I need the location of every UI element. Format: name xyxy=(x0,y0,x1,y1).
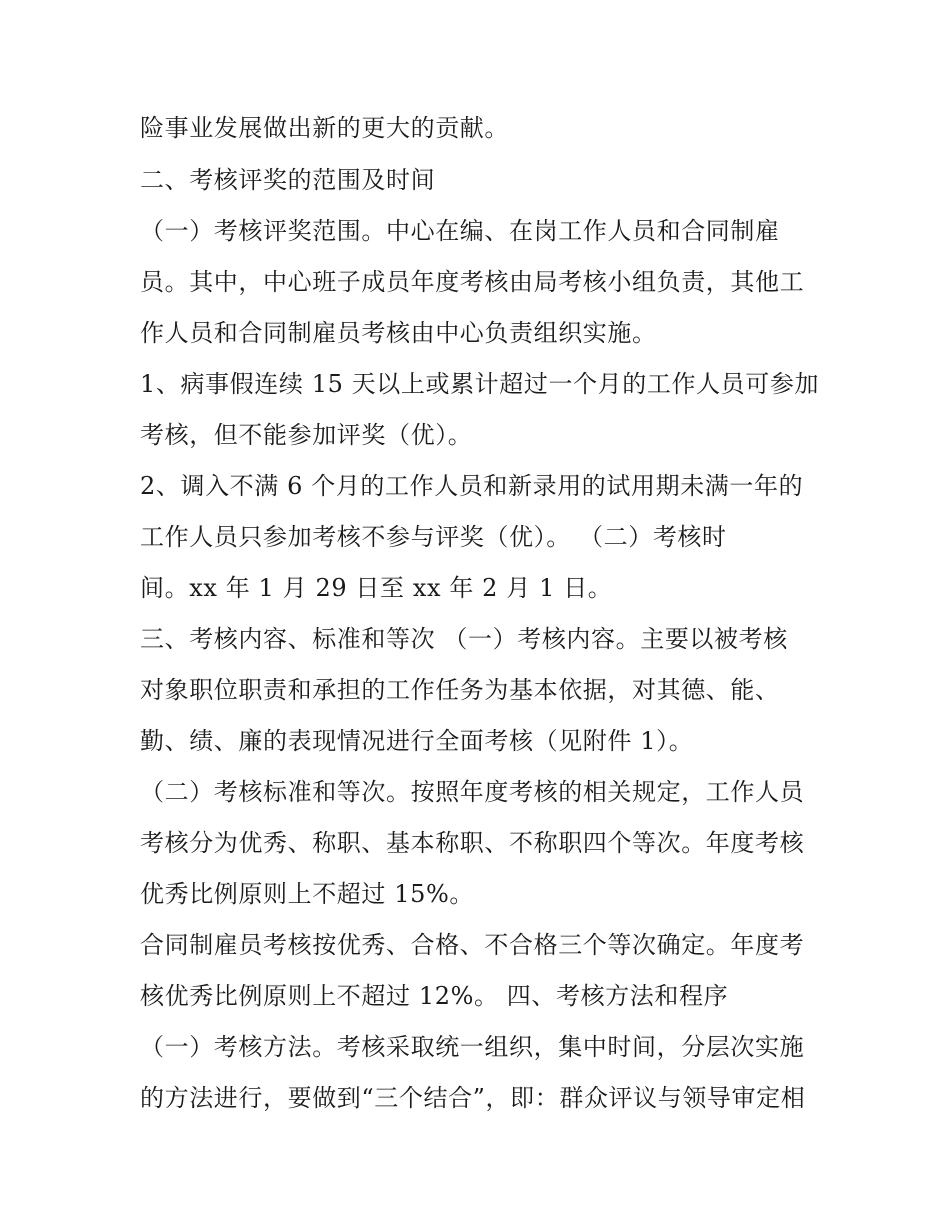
text-line: 员。其中，中心班子成员年度考核由局考核小组负责，其他工 xyxy=(140,268,805,296)
text-line: 考核，但不能参加评奖（优）。 xyxy=(140,421,473,449)
text-line: 工作人员只参加考核不参与评奖（优）。 （二）考核时 xyxy=(140,523,727,551)
text-line: （一）考核评奖范围。中心在编、在岗工作人员和合同制雇 xyxy=(140,217,780,245)
text-line: 合同制雇员考核按优秀、合格、不合格三个等次确定。年度考 xyxy=(140,931,805,959)
text-line: 勤、绩、廉的表现情况进行全面考核（见附件 1）。 xyxy=(140,727,694,755)
text-line: 对象职位职责和承担的工作任务为基本依据，对其德、能、 xyxy=(140,676,780,704)
text-line: （一）考核方法。考核采取统一组织，集中时间，分层次实施 xyxy=(140,1033,805,1061)
section-heading: 三、考核内容、标准和等次 （一）考核内容。主要以被考核 xyxy=(140,625,788,653)
section-heading: 二、考核评奖的范围及时间 xyxy=(140,166,436,194)
text-line: 优秀比例原则上不超过 15%。 xyxy=(140,880,474,908)
text-line: 核优秀比例原则上不超过 12%。 四、考核方法和程序 xyxy=(140,982,729,1010)
text-line: （二）考核标准和等次。按照年度考核的相关规定，工作人员 xyxy=(140,778,805,806)
text-line: 险事业发展做出新的更大的贡献。 xyxy=(140,114,509,142)
text-line: 作人员和合同制雇员考核由中心负责组织实施。 xyxy=(140,319,657,347)
text-line: 2、调入不满 6 个月的工作人员和新录用的试用期未满一年的 xyxy=(140,472,804,500)
text-line: 间。xx 年 1 月 29 日至 xx 年 2 月 1 日。 xyxy=(140,574,613,602)
text-line: 1、病事假连续 15 天以上或累计超过一个月的工作人员可参加 xyxy=(140,370,820,398)
text-line: 的方法进行，要做到“三个结合”，即：群众评议与领导审定相 xyxy=(140,1084,806,1112)
text-line: 考核分为优秀、称职、基本称职、不称职四个等次。年度考核 xyxy=(140,829,805,857)
